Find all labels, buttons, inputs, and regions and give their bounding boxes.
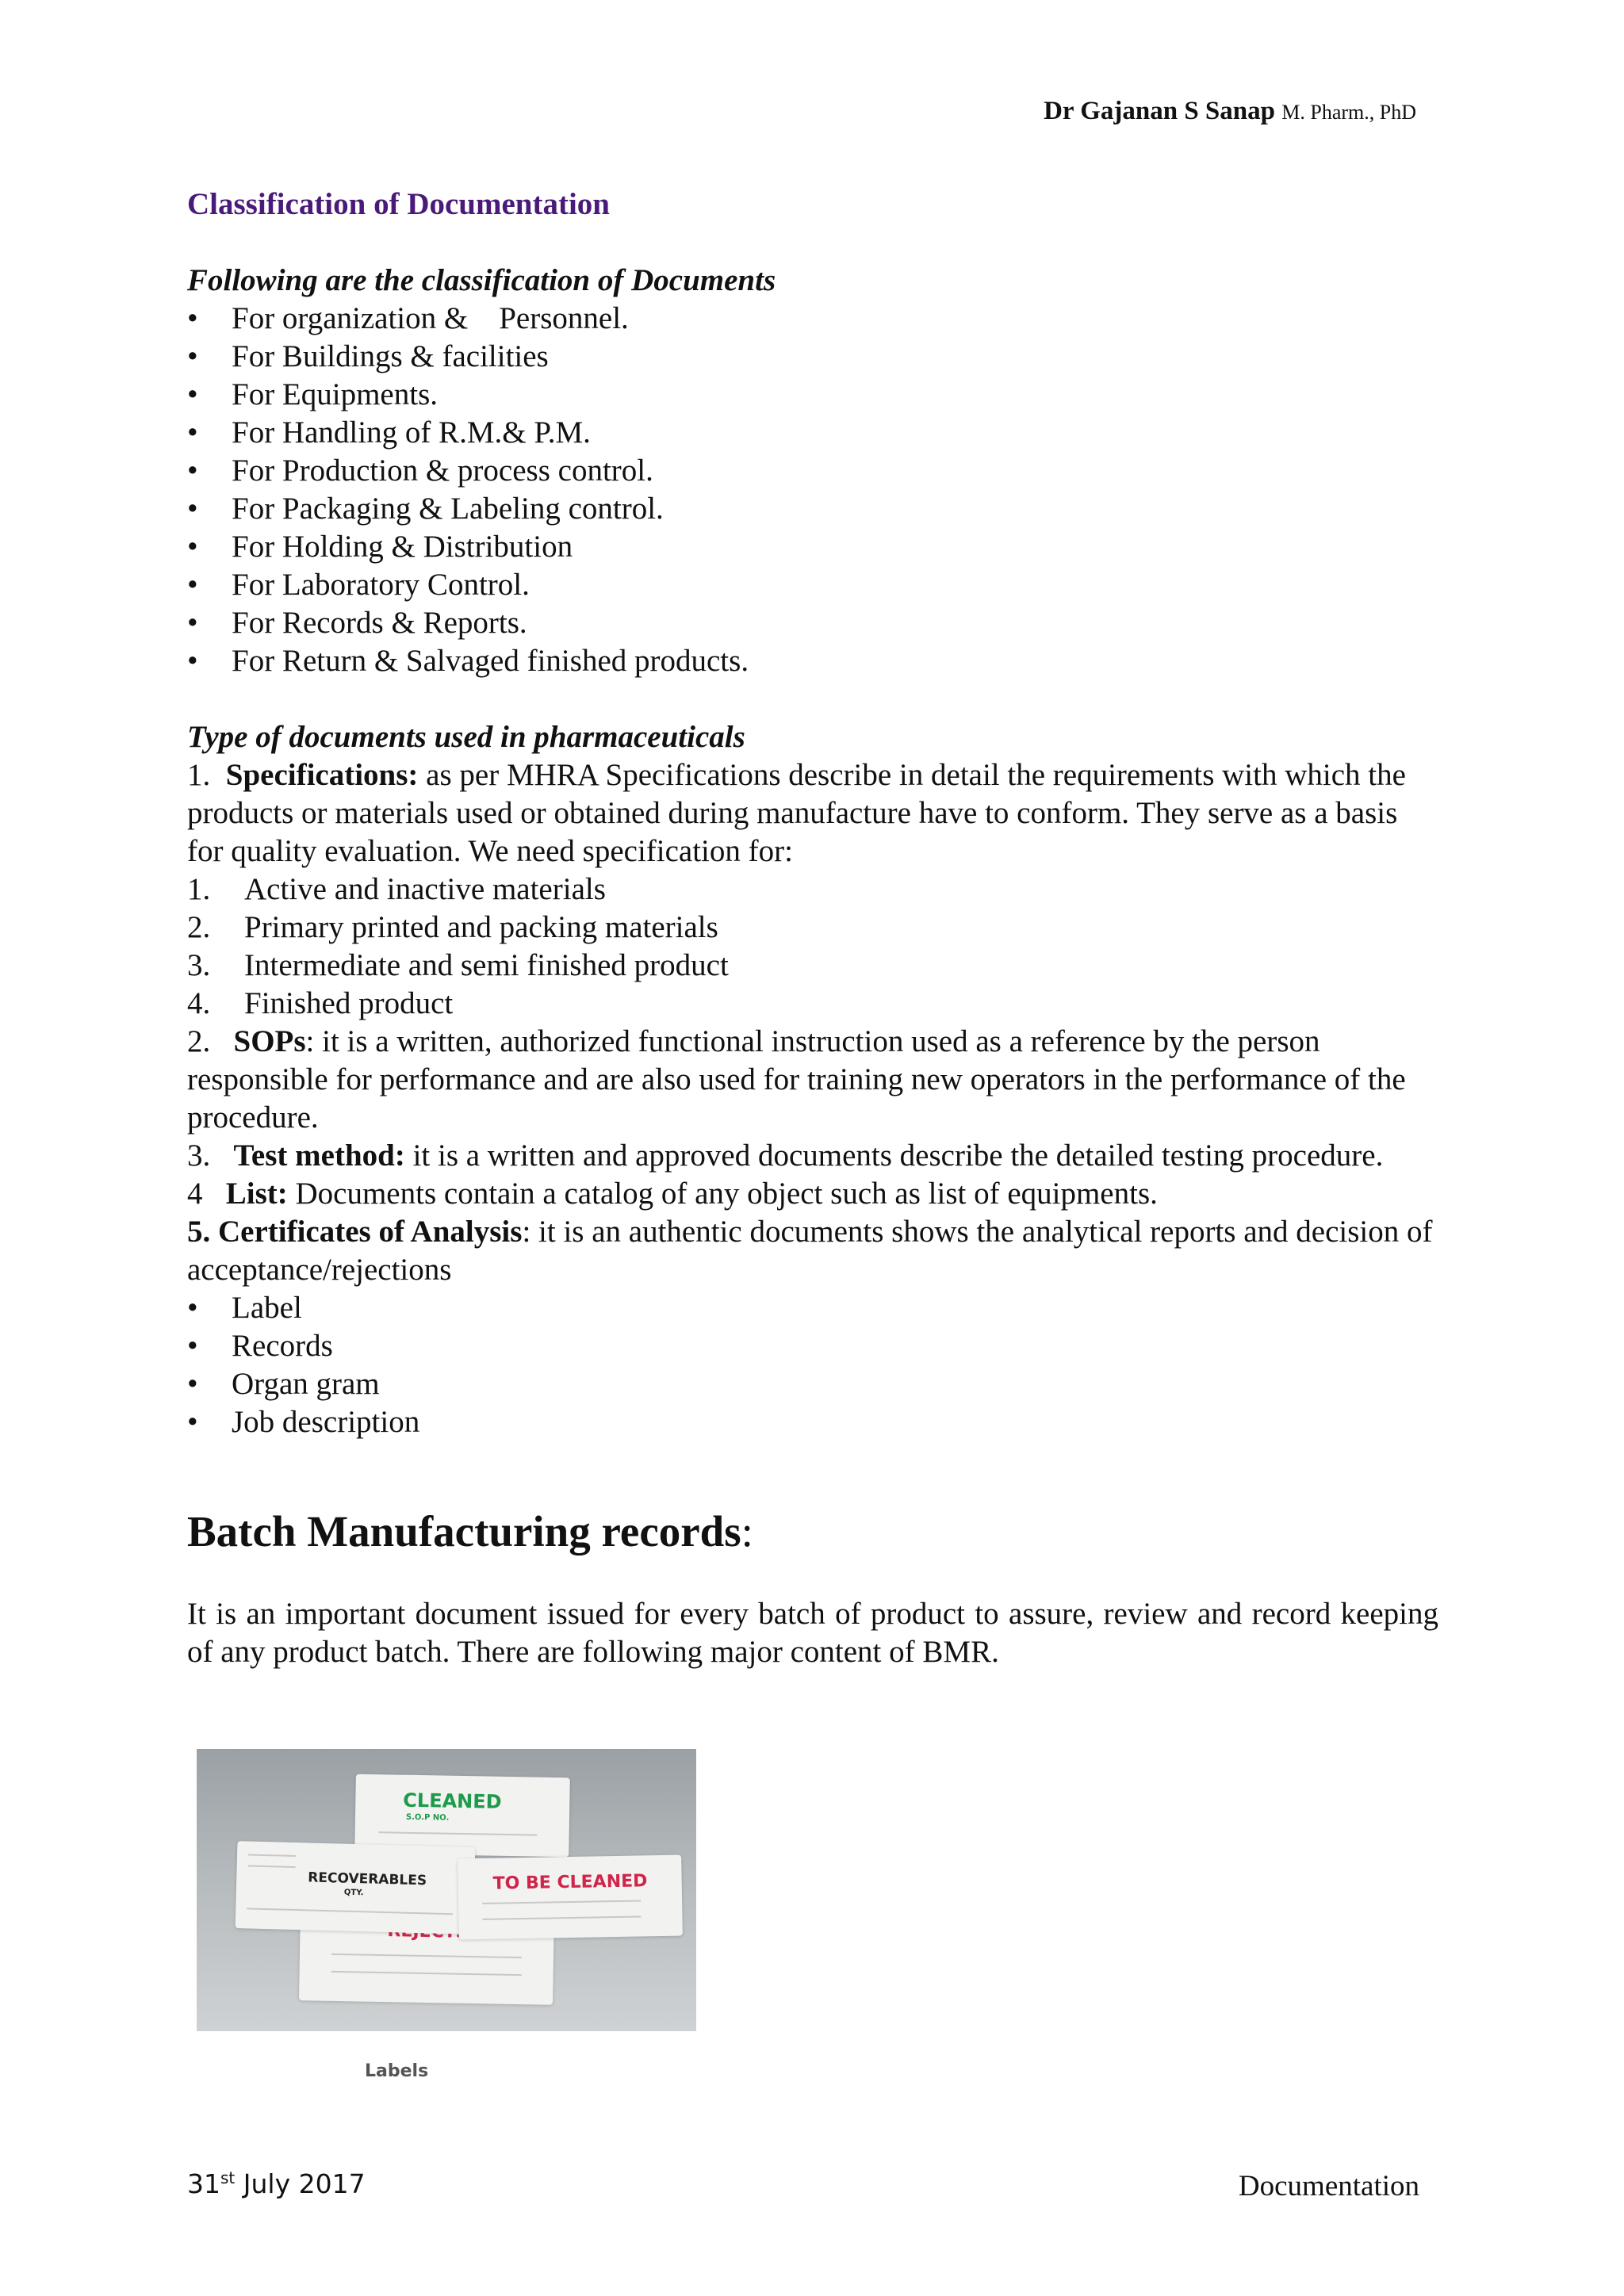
list-item: • For Handling of R.M.& P.M.: [187, 415, 591, 450]
list-item: 3. Intermediate and semi finished product: [187, 948, 729, 982]
list-item: • For Holding & Distribution: [187, 530, 573, 564]
labels-photo: [197, 1749, 696, 2031]
list-item: • For Buildings & facilities: [187, 339, 549, 373]
figure-caption: Labels: [365, 2061, 429, 2081]
document-body: [187, 262, 1438, 1441]
extra-list: [187, 1289, 1438, 1441]
spec-paragraph: 1. Specifications: as per MHRA Specifications describe in detail the requirements with which the products or materials used or obtained during manufacture have to conform. They serve as a basis for quality evaluation. We need specification for:: [187, 758, 1406, 868]
list-item: • For Equipments.: [187, 377, 438, 411]
list-item: • Label: [187, 1291, 302, 1325]
list-item: • For Laboratory Control.: [187, 568, 530, 602]
section-title: Classification of Documentation: [187, 187, 610, 221]
list-item: • For Return & Salvaged finished products.: [187, 644, 749, 678]
cleaned-label: CLEANED S.O.P NO.: [354, 1774, 570, 1858]
list-item: • Job description: [187, 1405, 420, 1439]
to-be-cleaned-label: TO BE CLEANED: [458, 1855, 683, 1940]
list-item: • Records: [187, 1329, 333, 1363]
author-degree: M. Pharm., PhD: [1281, 101, 1416, 124]
spec-list: [187, 871, 1438, 1023]
bmr-heading: Batch Manufacturing records:: [187, 1507, 753, 1556]
footer-date: 31st July 2017: [187, 2168, 366, 2199]
bmr-paragraph: It is an important document issued for every batch of product to assure, review and record keeping of any product batch. There are following major content of BMR.: [187, 1597, 1438, 1669]
list-paragraph: 4 List: Documents contain a catalog of any object such as list of equipments.: [187, 1177, 1158, 1211]
list-item: • For organization & Personnel.: [187, 301, 629, 335]
list-item: • For Records & Reports.: [187, 606, 527, 640]
list-item: • For Production & process control.: [187, 453, 653, 488]
list-item: • Organ gram: [187, 1367, 380, 1401]
test-method-paragraph: 3. Test method: it is a written and approved documents describe the detailed testing procedure.: [187, 1138, 1384, 1173]
footer-title: Documentation: [1238, 2170, 1419, 2202]
types-heading: Type of documents used in pharmaceuticals: [187, 720, 745, 754]
list-item: • For Packaging & Labeling control.: [187, 492, 664, 526]
page-header: [1044, 97, 1416, 126]
sops-paragraph: 2. SOPs: it is a written, authorized functional instruction used as a reference by the person responsible for performance and are also used for training new operators in the performance of the procedure.: [187, 1024, 1406, 1135]
classification-list: [187, 300, 1438, 680]
classification-heading: Following are the classification of Documents: [187, 263, 776, 297]
list-item: 2. Primary printed and packing materials: [187, 910, 718, 944]
author-name: Dr Gajanan S Sanap: [1044, 97, 1275, 125]
coa-paragraph: 5. Certificates of Analysis: it is an authentic documents shows the analytical reports and decision of acceptance/rejections: [187, 1215, 1433, 1287]
recoverables-label: RECOVERABLES QTY.: [236, 1841, 476, 1934]
list-item: 4. Finished product: [187, 986, 454, 1020]
list-item: 1. Active and inactive materials: [187, 872, 606, 906]
